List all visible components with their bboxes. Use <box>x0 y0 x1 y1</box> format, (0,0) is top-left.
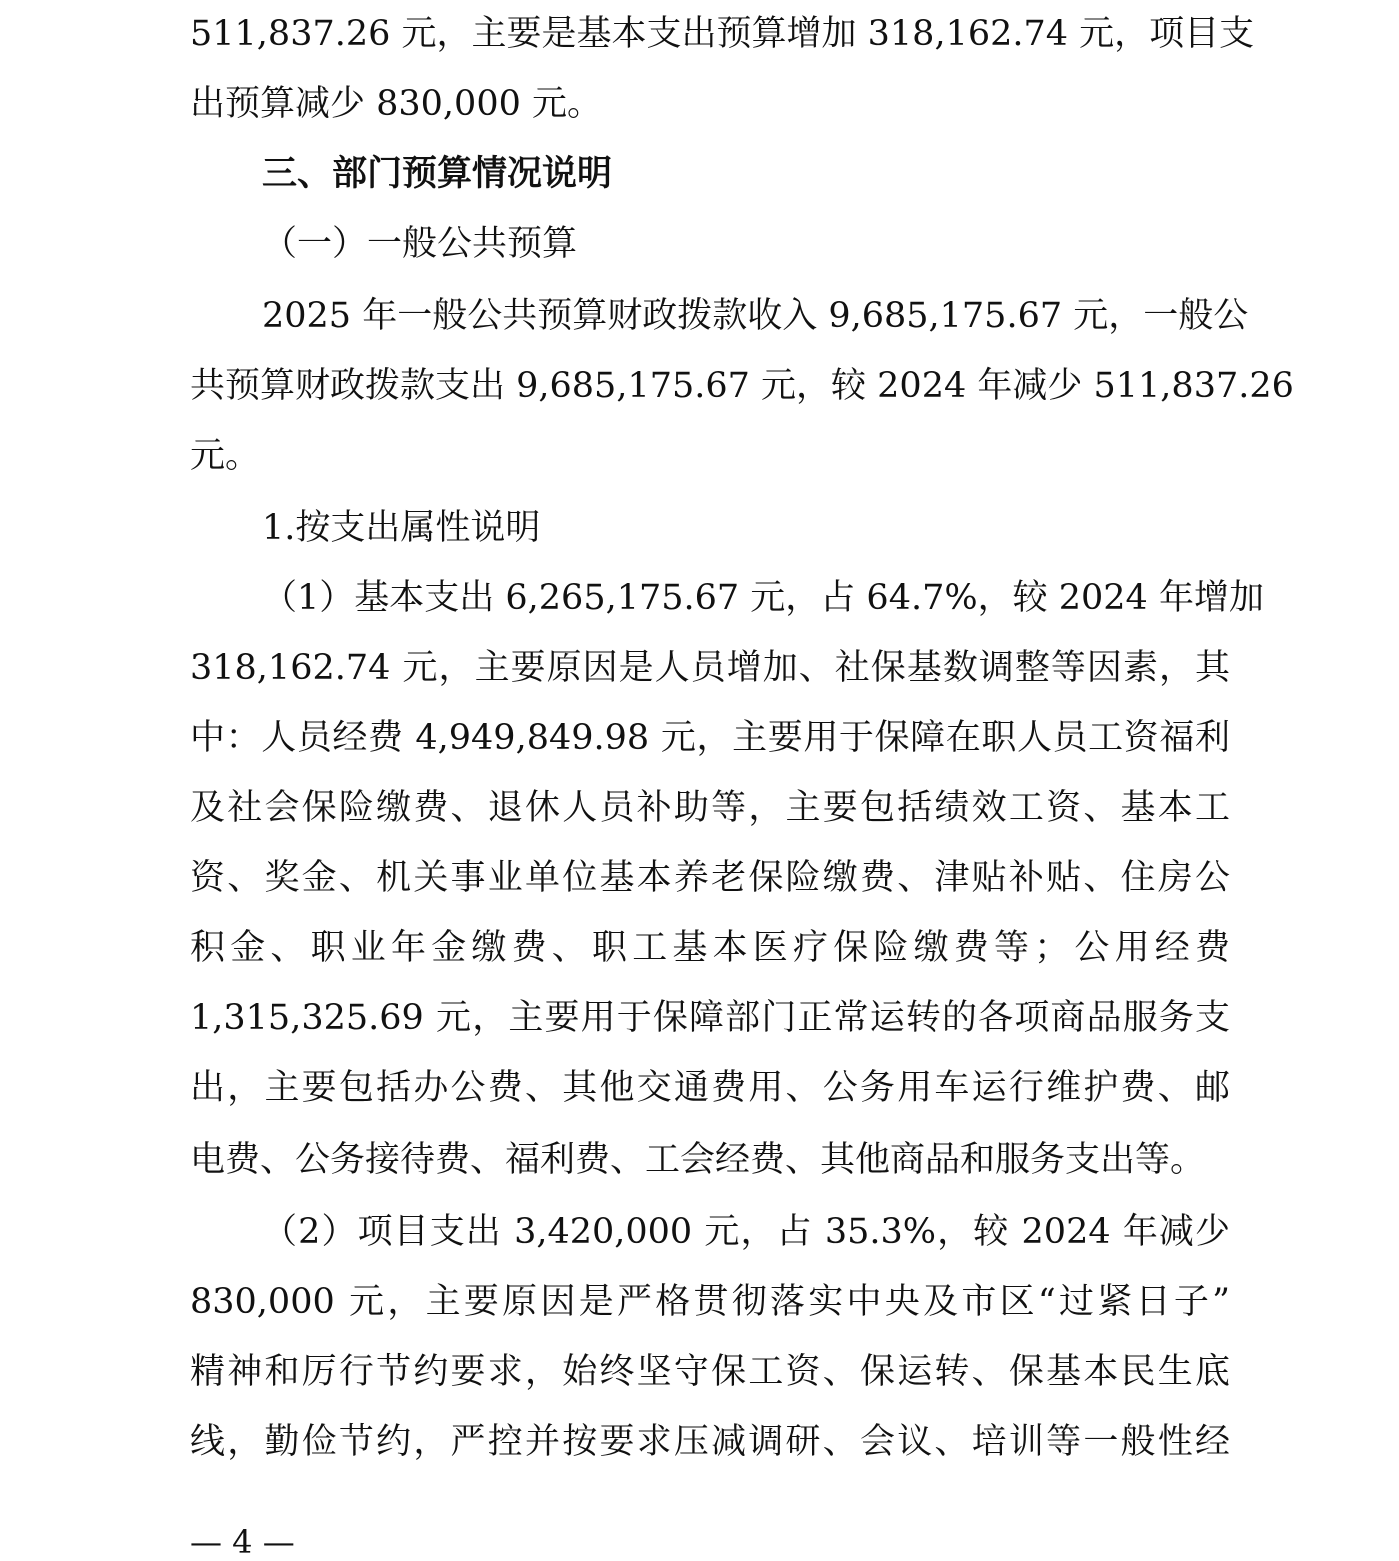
text-line-13: 资、奖金、机关事业单位基本养老保险缴费、津贴补贴、住房公 <box>190 858 1230 898</box>
text-line-20: 精神和厉行节约要求，始终坚守保工资、保运转、保基本民生底 <box>190 1352 1230 1392</box>
text-line-9: （1）基本支出 6,265,175.67 元，占 64.7%，较 2024 年增加 <box>262 578 1264 618</box>
text-line-1: 511,837.26 元，主要是基本支出预算增加 318,162.74 元，项目支 <box>190 14 1255 54</box>
text-line-6: 共预算财政拨款支出 9,685,175.67 元，较 2024 年减少 511,837.26 <box>190 366 1294 406</box>
text-line-14: 积金、职业年金缴费、职工基本医疗保险缴费等；公用经费 <box>190 928 1230 968</box>
text-line-19: 830,000 元，主要原因是严格贯彻落实中央及市区“过紧日子” <box>190 1282 1230 1322</box>
text-line-15: 1,315,325.69 元，主要用于保障部门正常运转的各项商品服务支 <box>190 998 1230 1038</box>
page-number: — 4 — <box>190 1523 295 1561</box>
text-line-16: 出，主要包括办公费、其他交通费用、公务用车运行维护费、邮 <box>190 1068 1230 1108</box>
text-line-21: 线，勤俭节约，严控并按要求压减调研、会议、培训等一般性经 <box>190 1422 1230 1462</box>
item-heading: 1.按支出属性说明 <box>262 508 541 548</box>
text-line-10: 318,162.74 元，主要原因是人员增加、社保基数调整等因素，其 <box>190 648 1230 688</box>
text-line-12: 及社会保险缴费、退休人员补助等，主要包括绩效工资、基本工 <box>190 788 1230 828</box>
text-line-17: 电费、公务接待费、福利费、工会经费、其他商品和服务支出等。 <box>190 1140 1206 1180</box>
text-line-11: 中：人员经费 4,949,849.98 元，主要用于保障在职人员工资福利 <box>190 718 1230 758</box>
text-line-2: 出预算减少 830,000 元。 <box>190 84 602 124</box>
text-line-18: （2）项目支出 3,420,000 元，占 35.3%，较 2024 年减少 <box>262 1212 1230 1252</box>
text-line-7: 元。 <box>190 436 261 476</box>
section-heading: 三、部门预算情况说明 <box>262 154 613 194</box>
subsection-heading: （一）一般公共预算 <box>262 224 578 264</box>
text-line-5: 2025 年一般公共预算财政拨款收入 9,685,175.67 元，一般公 <box>262 296 1249 336</box>
